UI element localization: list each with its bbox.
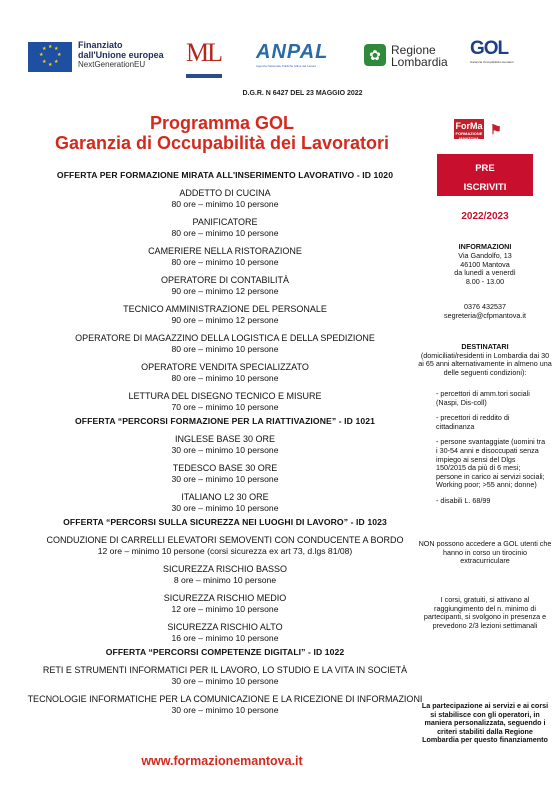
course-item — [16, 391, 434, 412]
course-name: RETI E STRUMENTI INFORMATICI PER IL LAVORO, LO STUDIO E LA VITA IN SOCIETÀ — [42, 665, 408, 675]
eu-text-line3: NextGenerationEU — [78, 60, 146, 69]
anpal-logo — [256, 41, 328, 77]
section-title: OFFERTA “PERCORSI SULLA SICUREZZA NEI LUOGHI DI LAVORO” - ID 1023 — [63, 517, 387, 527]
course-detail: 80 ore – minimo 10 persone — [171, 344, 279, 354]
destinatari-intro: (domiciliati/residenti in Lombardia dai 30 ai 65 anni alternativamente in almeno una delle seguenti condizioni): — [418, 350, 552, 377]
info-address2: 46100 Mantova — [460, 259, 510, 269]
course-detail: 12 ore – minimo 10 persone (corsi sicurezza ex art 73, d.lgs 81/08) — [97, 546, 353, 556]
gol-logo — [470, 38, 520, 78]
course-name: INGLESE BASE 30 ORE — [174, 434, 276, 444]
course-detail: 30 ore – minimo 10 persone — [171, 474, 279, 484]
contact-block — [418, 302, 552, 320]
course-item — [16, 188, 434, 209]
regione-line2: Lombardia — [391, 55, 448, 69]
course-detail: 30 ore – minimo 10 persone — [171, 705, 279, 715]
course-name: CONDUZIONE DI CARRELLI ELEVATORI SEMOVENTI CON CONDUCENTE A BORDO — [46, 535, 404, 545]
course-detail: 12 ore – minimo 10 persone — [171, 604, 279, 614]
preiscriviti-button[interactable] — [437, 154, 533, 196]
eu-text-line2: dall'Unione europea — [78, 50, 164, 60]
course-name: CAMERIERE NELLA RISTORAZIONE — [148, 246, 302, 256]
course-detail: 70 ore – minimo 10 persone — [171, 402, 279, 412]
course-name: LETTURA DEL DISEGNO TECNICO E MISURE — [128, 391, 322, 401]
destinatari-title: DESTINATARI — [461, 342, 509, 351]
page-title: Programma GOL — [149, 113, 295, 133]
section-title: OFFERTA “PERCORSI COMPETENZE DIGITALI” - ID 1022 — [105, 647, 345, 657]
course-name: SICUREZZA RISCHIO BASSO — [162, 564, 288, 574]
course-name: PANIFICATORE — [192, 217, 258, 227]
info-hours: 8.00 - 13.00 — [465, 277, 505, 287]
course-detail: 8 ore – minimo 10 persone — [173, 575, 277, 585]
section-id-1023 — [16, 517, 434, 643]
course-name: TECNOLOGIE INFORMATICHE PER LA COMUNICAZIONE E LA RICEZIONE DI INFORMAZIONI — [27, 694, 423, 704]
course-name: ADDETTO DI CUCINA — [179, 188, 271, 198]
info-block — [418, 243, 552, 287]
page-subtitle: Garanzia di Occupabilità dei Lavoratori — [54, 133, 390, 153]
course-item — [16, 217, 434, 238]
course-item — [16, 333, 434, 354]
destinatari-block — [418, 343, 552, 377]
course-detail: 16 ore – minimo 10 persone — [171, 633, 279, 643]
course-name: OPERATORE DI MAGAZZINO DELLA LOGISTICA E DELLA SPEDIZIONE — [75, 333, 375, 343]
course-name: TECNICO AMMINISTRAZIONE DEL PERSONALE — [123, 304, 327, 314]
email-link[interactable]: segreteria@cfpmantova.it — [443, 311, 526, 320]
logo-bar — [0, 38, 557, 82]
year-label: 2022/2023 — [461, 211, 509, 222]
info-title: INFORMAZIONI — [458, 242, 512, 251]
list-item: - disabili L. 68/99 — [436, 495, 491, 505]
course-item — [16, 275, 434, 296]
forma-logo-text: ForMa — [455, 121, 483, 131]
list-item: - precettori di reddito di cittadinanza — [436, 413, 510, 431]
list-item: - persone svantaggiate (uomini tra i 30-54 anni e disoccupati senza impiego ai sensi del Dlgs 150/2015 da più di 6 mesi; persone in carico ai servizi sociali; Working poor; >55 anni; donne) — [436, 437, 546, 490]
list-item: - percettori di amm.tori sociali (Naspi, Dis-coll) — [436, 389, 530, 407]
course-item — [16, 434, 434, 455]
forma-logo — [454, 117, 522, 141]
course-name: OPERATORE DI CONTABILITÀ — [160, 275, 290, 285]
course-item — [16, 593, 434, 614]
course-item — [16, 564, 434, 585]
eu-flag-icon: ★ ★ ★ ★ ★ ★ ★ ★ — [28, 42, 72, 72]
note-partecipazione: La partecipazione ai servizi e ai corsi si stabilisce con gli operatori, in maniera personalizzata, seguendo i criteri stabiliti dalla Regione Lombardia per questo finanziamento — [421, 701, 549, 745]
course-item — [16, 463, 434, 484]
section-id-1022 — [16, 647, 434, 715]
partner-logo-icon: ⚑ — [490, 122, 502, 137]
section-title: OFFERTA “PERCORSI FORMAZIONE PER LA RIATTIVAZIONE” - ID 1021 — [75, 416, 375, 426]
note-tirocinio: NON possono accedere a GOL utenti che hanno in corso un tirocinio extracurriculare — [418, 539, 552, 566]
rosa-camuna-icon: ✿ — [364, 44, 386, 66]
course-detail: 80 ore – minimo 10 persone — [171, 257, 279, 267]
course-item — [16, 304, 434, 325]
course-name: SICUREZZA RISCHIO MEDIO — [163, 593, 287, 603]
gol-word: GOL — [470, 38, 509, 59]
course-item — [16, 362, 434, 383]
course-item — [16, 694, 434, 715]
ministero-lavoro-logo — [186, 38, 222, 78]
ml-letters: ML — [186, 38, 221, 67]
section-title: OFFERTA PER FORMAZIONE MIRATA ALL'INSERIMENTO LAVORATIVO - ID 1020 — [56, 170, 394, 180]
course-item — [16, 535, 434, 556]
info-days: da lunedì a venerdì — [454, 268, 516, 278]
website-link[interactable]: www.formazionemantova.it — [141, 754, 303, 768]
course-detail: 30 ore – minimo 10 persone — [171, 445, 279, 455]
eu-text-line1: Finanziato — [78, 40, 123, 50]
course-detail: 80 ore – minimo 10 persone — [171, 228, 279, 238]
course-offers — [16, 170, 434, 719]
forma-logo-sub: FORMAZIONE MANTOVA — [455, 131, 483, 141]
regione-lombardia-logo — [364, 42, 456, 74]
course-detail: 30 ore – minimo 10 persone — [171, 676, 279, 686]
gol-subtitle: Garanzia Occupabilità Lavoratori — [470, 60, 514, 64]
anpal-subtitle: Agenzia Nazionale Politiche Attive del Lavoro — [256, 64, 317, 68]
course-item — [16, 665, 434, 686]
section-id-1021 — [16, 416, 434, 513]
course-item — [16, 492, 434, 513]
phone-number[interactable]: 0376 432537 — [464, 302, 506, 311]
course-name: ITALIANO L2 30 ORE — [181, 492, 269, 502]
eu-logo — [28, 40, 168, 80]
section-id-1020 — [16, 170, 434, 412]
course-detail: 30 ore – minimo 10 persone — [171, 503, 279, 513]
course-detail: 80 ore – minimo 10 persone — [171, 373, 279, 383]
course-detail: 80 ore – minimo 10 persone — [171, 199, 279, 209]
regione-line1: Regione — [391, 43, 436, 57]
course-detail: 90 ore – minimo 12 persone — [171, 286, 279, 296]
course-item — [16, 622, 434, 643]
anpal-word: ANPAL — [256, 41, 329, 63]
course-name: SICUREZZA RISCHIO ALTO — [167, 622, 283, 632]
course-name: TEDESCO BASE 30 ORE — [172, 463, 278, 473]
dgr-reference: D.G.R. N 6427 DEL 23 MAGGIO 2022 — [242, 90, 363, 97]
destinatari-list — [436, 390, 546, 513]
info-address1: Via Gandolfo, 13 — [458, 250, 512, 260]
course-item — [16, 246, 434, 267]
iscriviti-label: ISCRIVITI — [463, 182, 507, 193]
course-detail: 90 ore – minimo 12 persone — [171, 315, 279, 325]
note-corsi-gratuiti: I corsi, gratuiti, si attivano al raggiungimento del n. minimo di partecipanti, si svolgono in presenza e prevedono 2/3 lezioni settimanali — [423, 595, 547, 630]
pre-label: PRE — [475, 163, 495, 174]
course-name: OPERATORE VENDITA SPECIALIZZATO — [141, 362, 309, 372]
